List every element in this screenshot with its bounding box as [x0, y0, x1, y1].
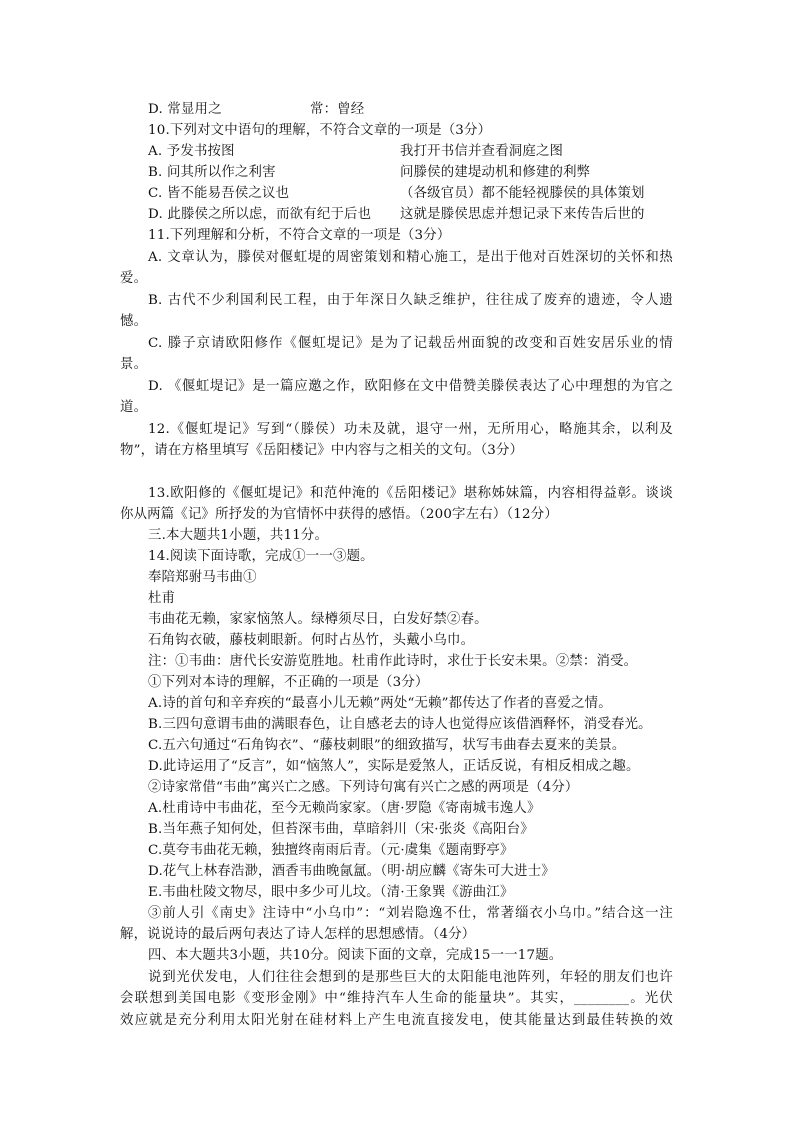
line-text: D.此诗运用了“反言”，如“恼煞人”，实际是爱煞人，正话反说，有相反相成之趣。 — [148, 759, 640, 774]
text-line — [120, 269, 147, 289]
text-line — [120, 989, 673, 1009]
line-text: ①下列对本诗的理解，不正确的一项是（3分） — [148, 675, 429, 690]
text-line — [148, 968, 673, 988]
line-text: 解，说说诗的最后两句表达了诗人怎样的思想感情。（4分） — [120, 927, 476, 942]
line-text: D. 常显用之 — [148, 102, 222, 117]
text-line — [148, 946, 562, 966]
line-text: A. 文章认为，滕侯对偃虹堤的周密策划和精心施工，是出于他对百姓深切的关怀和热 — [148, 250, 673, 265]
text-line — [148, 673, 429, 693]
line-translation: 我打开书信并查看洞庭之图 — [400, 144, 564, 159]
line-text: 石角钩衣破，藤枝刺眼新。何时占丛竹，头戴小乌巾。 — [148, 633, 475, 648]
line-text: 14.阅读下面诗歌，完成①一一③题。 — [148, 549, 374, 564]
line-text: 效应就是充分利用太阳光射在硅材料上产生电流直接发电，使其能量达到最佳转换的效 — [120, 1013, 673, 1028]
text-line — [148, 589, 175, 609]
text-line — [148, 736, 626, 756]
text-line — [148, 377, 673, 397]
line-translation: 常：曾经 — [310, 102, 365, 117]
text-line — [148, 205, 645, 225]
line-text: 13.欧阳修的《偃虹堤记》和范仲淹的《岳阳楼记》堪称姊妹篇，内容相得益彰。谈谈 — [148, 486, 673, 501]
text-line — [148, 904, 673, 924]
text-line — [148, 334, 673, 354]
line-text: 韦曲花无赖，家家恼煞人。绿樽须尽日，白发好禁②春。 — [148, 612, 488, 627]
line-text: B.当年燕子知何处，但苔深韦曲，草暗斜川（宋·张炎《高阳台》 — [148, 822, 534, 837]
line-translation: 这就是滕侯思虑并想记录下来传告后世的 — [400, 207, 645, 222]
line-text: 你从两篇《记》所抒发的为官情怀中获得的感悟。（200字左右）（12分） — [120, 507, 558, 522]
text-line — [148, 862, 555, 882]
line-text: ②诗家常借“韦曲”寓兴亡之感。下列诗句寓有兴亡之感的两项是（4分） — [148, 780, 579, 795]
line-text: 爱。 — [120, 271, 148, 286]
line-text: E.韦曲杜陵文物尽，眼中多少可儿坟。（清·王象巽《游曲江》 — [148, 885, 514, 900]
line-text: 10.下列对文中语句的理解，不符合文章的一项是（3分） — [148, 123, 492, 138]
line-text: 注：①韦曲：唐代长安游览胜地。杜甫作此诗时，求仕于长安未果。②禁：消受。 — [148, 654, 638, 669]
text-line — [148, 526, 328, 546]
text-line — [148, 226, 450, 246]
line-text: 奉陪郑驸马韦曲① — [148, 570, 257, 585]
line-text: 四、本大题共3小题，共10分。阅读下面的文章，完成15一一17题。 — [148, 948, 563, 963]
text-line — [148, 291, 673, 311]
text-line — [120, 355, 147, 375]
text-line — [148, 757, 640, 777]
text-line — [148, 184, 645, 204]
line-text: 三.本大题共1小题，共11分。 — [148, 528, 329, 543]
line-text: C.莫夸韦曲花无赖，独擅终南雨后青。（元·虞集《题南野亭》 — [148, 843, 514, 858]
line-text: 物”，请在方格里填写《岳阳楼记》中内容与之相关的文句。（3分） — [120, 443, 524, 458]
line-text: A. 予发书按图 — [148, 144, 235, 159]
line-text: 11.下列理解和分析，不符合文章的一项是（3分） — [148, 228, 451, 243]
text-line — [148, 484, 673, 504]
line-text: D. 《偃虹堤记》是一篇应邀之作，欧阳修在文中借赞美滕侯表达了心中理想的为官之 — [148, 379, 673, 394]
text-line — [148, 121, 491, 141]
text-line — [148, 631, 474, 651]
text-line — [120, 925, 475, 945]
line-text: B. 古代不少利国利民工程，由于年深日久缺乏维护，往往成了废弃的遗迹，令人遗 — [148, 293, 673, 308]
line-translation: （各级官员）都不能轻视滕侯的具体策划 — [400, 186, 645, 201]
line-text: D. 此滕侯之所以虑，而欲有纪于后也 — [148, 207, 372, 222]
line-text: ③前人引《南史》注诗中“小乌巾”：“刘岩隐逸不仕，常著缁衣小乌巾。”结合这一注 — [148, 906, 673, 921]
text-line — [148, 547, 374, 567]
line-text: C.五六句通过“石角钩衣”、“藤枝刺眼”的细致描写，状写韦曲春去夏来的美景。 — [148, 738, 626, 753]
text-line — [148, 248, 673, 268]
text-line — [120, 398, 147, 418]
text-line — [120, 1011, 673, 1031]
text-line — [148, 820, 534, 840]
line-text: 说到光伏发电，人们往往会想到的是那些巨大的太阳能电池阵列，年轻的朋友们也许 — [148, 970, 673, 985]
line-text: C. 皆不能易吾侯之议也 — [148, 186, 290, 201]
line-text: 杜甫 — [148, 591, 176, 606]
text-line — [148, 568, 257, 588]
text-line — [120, 505, 558, 525]
text-line — [120, 441, 523, 461]
text-line — [148, 694, 612, 714]
text-line — [148, 841, 514, 861]
text-line — [148, 100, 365, 120]
text-line — [148, 883, 514, 903]
text-line — [148, 715, 652, 735]
text-line — [148, 420, 673, 440]
line-text: A.诗的首句和辛弃疾的“最喜小儿无赖”两处“无赖”都传达了作者的喜爱之情。 — [148, 696, 612, 711]
line-text: 12.《偃虹堤记》写到“（滕侯）功未及就，退守一州，无所用心，略施其余，以利及 — [148, 422, 673, 437]
line-text: B.三四句意谓韦曲的满眼春色，让自感老去的诗人也觉得应该借酒释怀，消受春光。 — [148, 717, 652, 732]
line-text: 景。 — [120, 357, 148, 372]
line-text: 会联想到美国电影《变形金刚》中“维持汽车人生命的能量块”。其实，________。光伏 — [120, 991, 673, 1006]
line-text: B. 问其所以作之利害 — [148, 165, 276, 180]
line-text: D.花气上林春浩渺，酒香韦曲晚氤氲。（明·胡应麟《寄朱可大进士》 — [148, 864, 555, 879]
line-text: 道。 — [120, 400, 148, 415]
text-line — [148, 778, 579, 798]
text-line — [148, 610, 488, 630]
text-line — [148, 142, 564, 162]
line-text: A.杜甫诗中韦曲花，至今无赖尚家家。（唐·罗隐《寄南城韦逸人》 — [148, 801, 541, 816]
text-line — [148, 652, 637, 672]
text-line — [148, 799, 541, 819]
text-line — [120, 312, 147, 332]
line-text: C. 滕子京请欧阳修作《偃虹堤记》是为了记载岳州面貌的改变和百姓安居乐业的情 — [148, 336, 673, 351]
line-text: 憾。 — [120, 314, 148, 329]
text-line — [148, 163, 591, 183]
line-translation: 问滕侯的建堤动机和修建的利弊 — [400, 165, 591, 180]
